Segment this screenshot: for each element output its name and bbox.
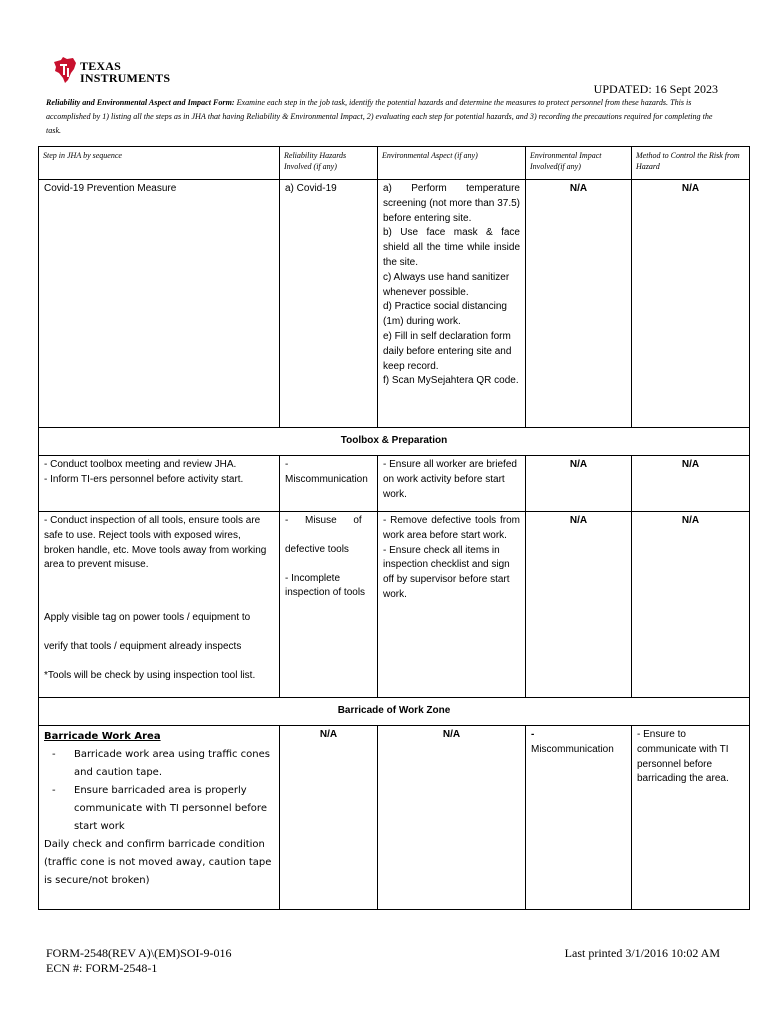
covid-hazard: a) Covid-19 [280,180,378,428]
barricade-title: Barricade Work Area [44,731,161,742]
toolbox-step-1: - Conduct toolbox meeting and review JHA. [44,459,237,470]
section-row-barricade [39,698,750,726]
table-row-toolbox [39,456,750,512]
inspection-aspect-1: - Remove defective tools from work area before start work. [383,515,520,541]
inspection-aspect [378,512,526,698]
barricade-control: - Ensure to communicate with TI personnel before barricading the area. [632,726,750,910]
toolbox-impact: N/A [526,456,632,512]
covid-aspect-d: d) Practice social distancing (1m) during work. [383,301,507,328]
inspection-hazard-1b: defective tools [285,543,349,555]
footer-form-number: FORM-2548(REV A)\(EM)SOI-9-016 [46,946,232,960]
barricade-bullet-1-text: Barricade work area using traffic cones and caution tape. [74,749,270,778]
toolbox-aspect: - Ensure all worker are briefed on work activity before start work. [378,456,526,512]
barricade-bullet-1 [44,746,274,782]
ti-logo-icon [52,56,78,84]
section-barricade: Barricade of Work Zone [39,698,750,726]
toolbox-step-2: - Inform TI-ers personnel before activity start. [44,473,244,485]
header-step: Step in JHA by sequence [39,147,280,180]
form-intro [46,96,726,138]
logo-line-2: INSTRUMENTS [80,71,171,85]
barricade-step [39,726,280,910]
covid-impact: N/A [526,180,632,428]
header-hazard: Reliability Hazards Involved (if any) [280,147,378,180]
toolbox-hazard-dash: - [285,459,289,470]
inspection-step-3: verify that tools / equipment already inspects [44,640,242,652]
table-row-inspection [39,512,750,698]
toolbox-hazard [280,456,378,512]
barricade-aspect: N/A [378,726,526,910]
barricade-impact-text: Miscommunication [531,743,614,755]
inspection-step-1: - Conduct inspection of all tools, ensure tools are safe to use. Reject tools with exposed wires, broken handle, etc. Move tools away from working area to prevent misuse. [44,515,267,571]
inspection-hazard-2: - Incomplete inspection of tools [285,572,366,599]
header-aspect: Environmental Aspect (if any) [378,147,526,180]
jha-table [38,146,750,910]
covid-aspect-a: a) Perform temperature screening (not more than 37.5) before entering site. [383,183,520,224]
covid-aspect-b: b) Use face mask & face shield all the time while inside the site. [383,227,520,268]
section-toolbox: Toolbox & Preparation [39,428,750,456]
toolbox-step [39,456,280,512]
table-header-row [39,147,750,180]
inspection-aspect-2: - Ensure check all items in inspection checklist and sign off by supervisor before start work. [383,544,510,600]
inspection-step [39,512,280,698]
logo-line-1: TEXAS [80,59,122,73]
bullet-dash-2: - [52,785,56,796]
table-row-barricade [39,726,750,910]
barricade-impact-dash: - [531,729,535,740]
toolbox-control: N/A [632,456,750,512]
table-row-covid [39,180,750,428]
covid-step: Covid-19 Prevention Measure [39,180,280,428]
barricade-bullet-2-text: Ensure barricaded area is properly communicate with TI personnel before start work [74,785,267,832]
inspection-control: N/A [632,512,750,698]
covid-aspect [378,180,526,428]
inspection-step-2: Apply visible tag on power tools / equipment to [44,612,251,624]
header-control: Method to Control the Risk from Hazard [632,147,750,180]
covid-aspect-f: f) Scan MySejahtera QR code. [383,375,519,387]
barricade-bullet-list [44,746,274,836]
inspection-hazard-1a: - Misuse of [285,515,362,526]
section-row-toolbox [39,428,750,456]
barricade-impact [526,726,632,910]
ti-logo [52,56,182,88]
inspection-step-4: *Tools will be check by using inspection tool list. [44,669,256,681]
covid-aspect-c: c) Always use hand sanitizer whenever possible. [383,271,510,298]
barricade-extra: Daily check and confirm barricade condition (traffic cone is not moved away, caution tape is secure/not broken) [44,839,272,886]
inspection-impact: N/A [526,512,632,698]
footer-form-info [46,946,231,976]
covid-aspect-e: e) Fill in self declaration form daily before entering site and keep record. [383,330,512,372]
footer-last-printed: Last printed 3/1/2016 10:02 AM [564,946,720,960]
barricade-hazard: N/A [280,726,378,910]
footer-ecn: ECN #: FORM-2548-1 [46,961,158,975]
bullet-dash-1: - [52,749,56,760]
inspection-hazard [280,512,378,698]
barricade-bullet-2 [44,782,274,836]
updated-date: UPDATED: 16 Sept 2023 [593,82,718,96]
header-impact: Environmental Impact Involved(if any) [526,147,632,180]
intro-text: Examine each step in the job task, identify the potential hazards and determine the measures to protect personnel from these hazards. This is accomplished by 1) listing all the steps as in JHA that having Reliability & Environmental Impact, 2) evaluating each step for potential hazards, and 3) recording the precautions required for completing the task. [46,98,713,135]
form-title: Reliability and Environmental Aspect and Impact Form: [46,98,235,107]
covid-control: N/A [632,180,750,428]
toolbox-hazard-text: Miscommunication [285,473,368,485]
